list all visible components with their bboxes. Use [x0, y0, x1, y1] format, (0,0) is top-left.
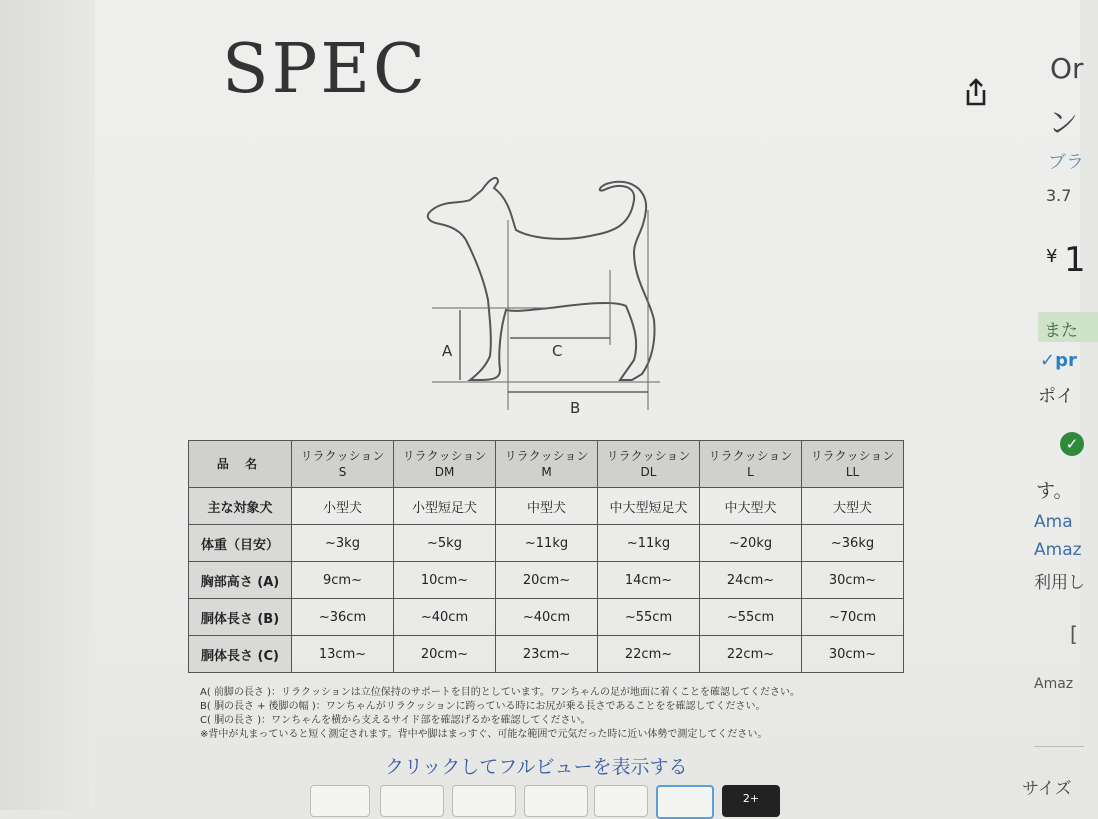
- table-cell: 9cm~: [292, 562, 394, 599]
- table-cell: 30cm~: [802, 562, 904, 599]
- table-cell: ~55cm: [598, 599, 700, 636]
- dog-measurement-diagram: [420, 170, 670, 420]
- column-header: リラクッション LL: [802, 441, 904, 488]
- prime-badge: ✓pr: [1040, 350, 1077, 371]
- row-header: 胸部高さ (A): [189, 562, 292, 599]
- table-cell: ~20kg: [700, 525, 802, 562]
- column-header: リラクッション DL: [598, 441, 700, 488]
- thumbnail[interactable]: [310, 785, 370, 817]
- table-cell: 中型犬: [496, 488, 598, 525]
- product-title-line2: ン: [1048, 106, 1078, 141]
- share-icon[interactable]: [958, 74, 994, 110]
- table-cell: ~5kg: [394, 525, 496, 562]
- table-cell: ~40cm: [496, 599, 598, 636]
- table-cell: 13cm~: [292, 636, 394, 673]
- row-header: 胴体長さ (C): [189, 636, 292, 673]
- table-cell: ~40cm: [394, 599, 496, 636]
- table-cell: ~36cm: [292, 599, 394, 636]
- description-text: す。: [1036, 480, 1073, 502]
- thumbnail[interactable]: [452, 785, 516, 817]
- table-header-row: [189, 441, 904, 488]
- more-thumbnails-button[interactable]: 2+: [722, 785, 780, 817]
- dog-silhouette: [428, 178, 655, 380]
- table-cell: 23cm~: [496, 636, 598, 673]
- thumbnail[interactable]: [594, 785, 648, 817]
- row-header: 体重（目安）: [189, 525, 292, 562]
- amazon-link[interactable]: Amaz: [1034, 540, 1082, 560]
- table-cell: 30cm~: [802, 636, 904, 673]
- table-cell: 22cm~: [700, 636, 802, 673]
- note-line: C( 胴の長さ )：ワンちゃんを横から支えるサイド部を確認げるかを確認してください。: [200, 715, 591, 726]
- row-header: 品 名: [189, 441, 292, 488]
- bracket-icon: [: [1070, 622, 1078, 646]
- check-icon: ✓: [1060, 432, 1084, 456]
- table-row: [189, 562, 904, 599]
- table-cell: ~11kg: [496, 525, 598, 562]
- thumbnail-selected[interactable]: [656, 785, 714, 819]
- table-row: [189, 525, 904, 562]
- table-cell: ~36kg: [802, 525, 904, 562]
- divider: [1034, 746, 1084, 747]
- measurement-notes: [200, 686, 920, 742]
- table-cell: 14cm~: [598, 562, 700, 599]
- dimension-b-label: B: [570, 399, 581, 417]
- spec-title: SPEC: [222, 30, 429, 109]
- table-cell: 小型犬: [292, 488, 394, 525]
- table-row: [189, 488, 904, 525]
- table-cell: 小型短足犬: [394, 488, 496, 525]
- table-cell: 中大型犬: [700, 488, 802, 525]
- thumbnail[interactable]: [380, 785, 444, 817]
- table-cell: 20cm~: [394, 636, 496, 673]
- table-cell: ~11kg: [598, 525, 700, 562]
- usage-text: 利用し: [1034, 573, 1085, 593]
- row-header: 主な対象犬: [189, 488, 292, 525]
- column-header: リラクッション M: [496, 441, 598, 488]
- dimension-a-label: A: [442, 342, 453, 360]
- table-cell: 20cm~: [496, 562, 598, 599]
- size-label: サイズ: [1022, 779, 1072, 799]
- points-text: ポイ: [1038, 386, 1074, 407]
- column-header: リラクッション DM: [394, 441, 496, 488]
- row-header: 胴体長さ (B): [189, 599, 292, 636]
- table-cell: ~55cm: [700, 599, 802, 636]
- table-cell: 22cm~: [598, 636, 700, 673]
- amazon-note: Amaz: [1034, 676, 1074, 692]
- left-bezel: [0, 0, 95, 810]
- table-cell: 中大型短足犬: [598, 488, 700, 525]
- price-symbol: ¥: [1046, 246, 1058, 267]
- table-cell: 大型犬: [802, 488, 904, 525]
- table-cell: 24cm~: [700, 562, 802, 599]
- column-header: リラクッション L: [700, 441, 802, 488]
- table-row: [189, 599, 904, 636]
- table-cell: ~3kg: [292, 525, 394, 562]
- note-line: B( 胴の長さ + 後脚の幅 )：ワンちゃんがリラクッションに跨っている時にお尻が乗る長さであることをを確認してください。: [200, 701, 766, 712]
- note-line: ※背中が丸まっていると短く測定されます。背中や脚はまっすぐ、可能な範囲で元気だった時に近い体勢で測定してください。: [200, 729, 768, 740]
- dimension-c-label: C: [552, 342, 563, 360]
- column-header: リラクッション S: [292, 441, 394, 488]
- amazon-link[interactable]: Ama: [1034, 512, 1073, 532]
- deal-badge: また: [1038, 312, 1098, 342]
- table-row: [189, 636, 904, 673]
- product-title: Or: [1050, 52, 1084, 85]
- full-view-link[interactable]: クリックしてフルビューを表示する: [385, 756, 688, 778]
- table-cell: ~70cm: [802, 599, 904, 636]
- thumbnail[interactable]: [524, 785, 588, 817]
- note-line: A( 前脚の長さ )：リラクッションは立位保持のサポートを目的としています。ワンちゃんの足が地面に着くことを確認してください。: [200, 687, 801, 698]
- brand-link[interactable]: ブラ: [1048, 152, 1084, 173]
- rating[interactable]: 3.7: [1046, 186, 1072, 205]
- size-spec-table: [188, 440, 904, 673]
- table-cell: 10cm~: [394, 562, 496, 599]
- price: 1: [1064, 240, 1086, 280]
